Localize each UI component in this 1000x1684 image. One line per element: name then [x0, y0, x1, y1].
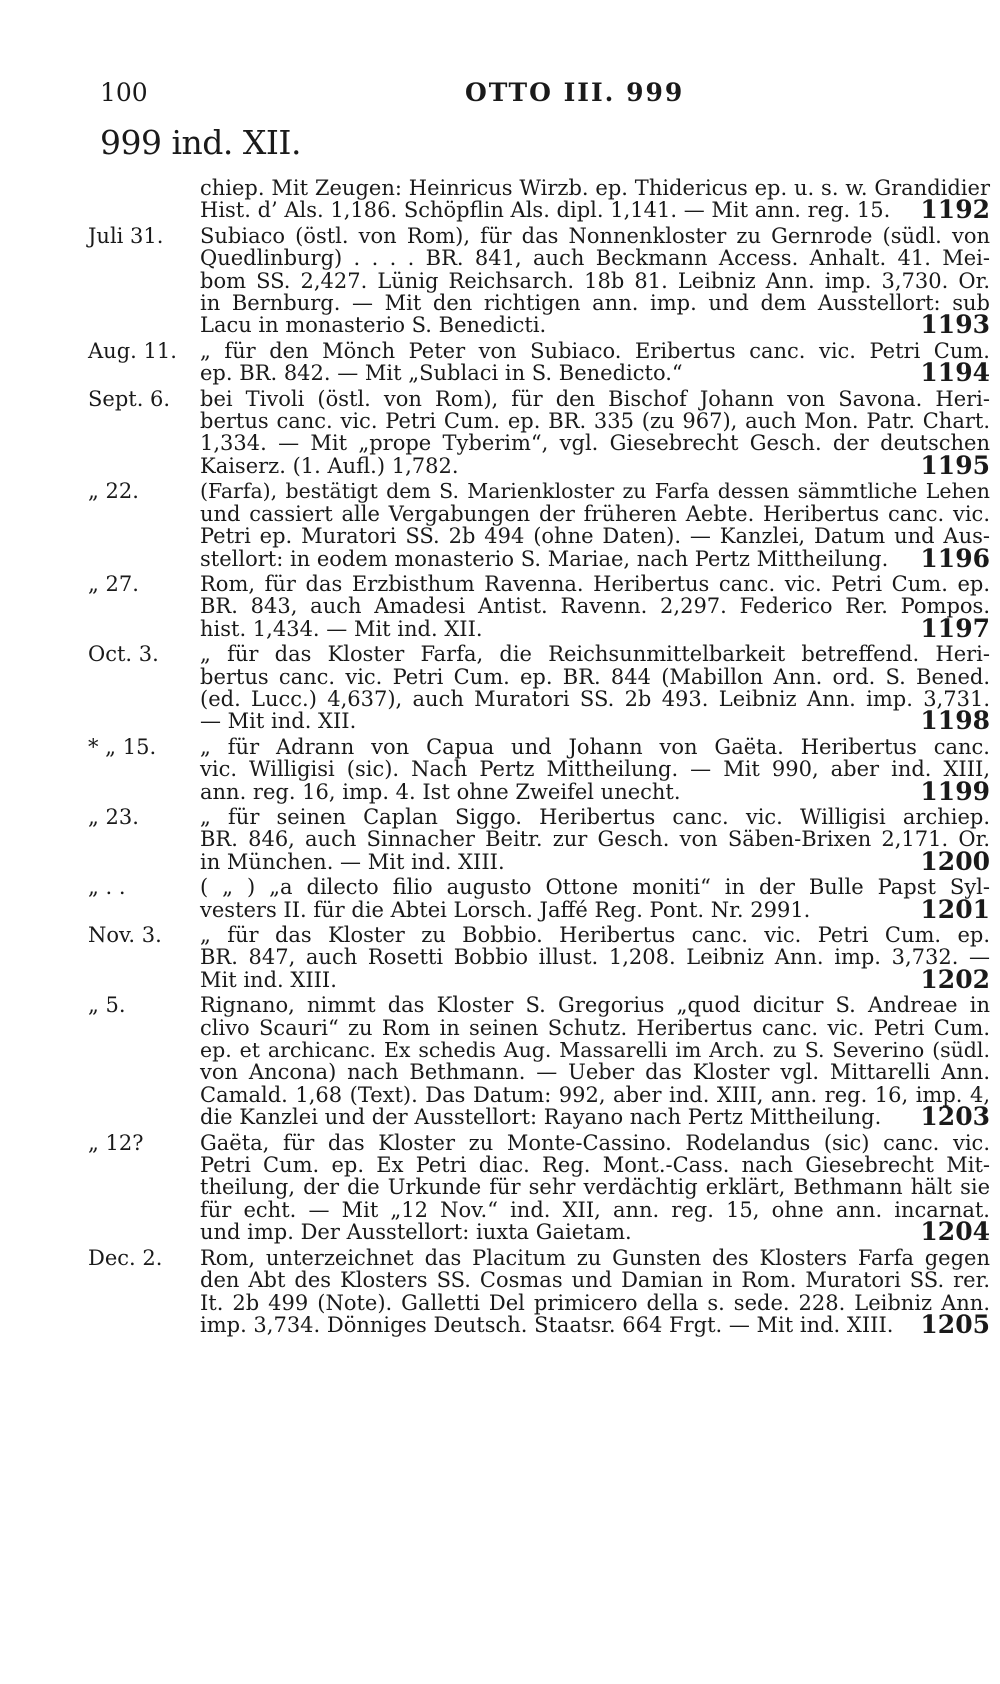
entry-line	[200, 736, 990, 758]
entry-line	[200, 846, 990, 876]
entry-line-text: „ für das Kloster Farfa, die Reichsunmittelbarkeit betreffend. Heri-	[200, 642, 990, 667]
entry-date: Dec. 2.	[88, 1245, 163, 1270]
entry-line-text: ep. BR. 842. — Mit „Sublaci in S. Benedicto.“	[200, 361, 683, 386]
running-title: OTTO III. 999	[465, 78, 685, 107]
entry-date: „ 5.	[88, 993, 126, 1018]
entry	[88, 223, 990, 340]
entry-line	[200, 573, 990, 595]
entry-line-text: BR. 847, auch Rosetti Bobbio illust. 1,208. Leibniz Ann. imp. 3,732. —	[200, 945, 990, 970]
entry	[88, 479, 990, 573]
entry-text	[200, 804, 990, 876]
entry-line-text: vic. Willigisi (sic). Nach Pertz Mittheilung. — Mit 990, aber ind. XIII,	[200, 757, 990, 782]
entry-line	[200, 666, 990, 688]
entry-date: „ 12?	[88, 1130, 144, 1155]
entry	[88, 642, 990, 736]
entry-line-text: 1,334. — Mit „prope Tyberim“, vgl. Giesebrecht Gesch. der deutschen	[200, 431, 990, 456]
entry-line	[200, 358, 990, 388]
entry-line-text: ( „ ) „a dilecto filio augusto Ottone moniti“ in der Bulle Papst Syl-	[200, 875, 990, 900]
entry-line	[200, 964, 990, 994]
entry-date: Sept. 6.	[88, 386, 171, 411]
entry-line	[200, 247, 990, 269]
entry-date: Aug. 11.	[88, 338, 177, 363]
entry-number: 1193	[920, 310, 990, 340]
entry-line	[200, 1247, 990, 1269]
entry-text	[200, 338, 990, 388]
entry-line-text: bertus canc. vic. Petri Cum. ep. BR. 844 (Mabillon Ann. ord. S. Bened.	[200, 664, 990, 689]
entry-text	[200, 388, 990, 478]
entry-line	[200, 270, 990, 292]
entry-text	[200, 1130, 990, 1247]
entry-line-text: (ed. Lucc.) 4,637), auch Muratori SS. 2b 493. Leibniz Ann. imp. 3,731.	[200, 686, 990, 711]
entry-number: 1194	[920, 358, 990, 388]
entry-text	[200, 176, 990, 225]
entry-line-text: BR. 843, auch Amadesi Antist. Ravenn. 2,297. Federico Rer. Pompos.	[200, 594, 990, 619]
entry-line	[200, 643, 990, 665]
entry-text	[200, 875, 990, 924]
entry-line	[200, 480, 990, 502]
entry-line	[200, 994, 990, 1016]
entry-number: 1195	[920, 450, 990, 480]
entry-line	[200, 1199, 990, 1221]
entry-line	[200, 876, 990, 898]
entry-text	[200, 223, 990, 340]
entry-line-text: ann. reg. 16, imp. 4. Ist ohne Zweifel unecht.	[200, 779, 681, 804]
entry-line	[200, 595, 990, 617]
entry-line-text: (Farfa), bestätigt dem S. Marienkloster zu Farfa dessen sämmtliche Lehen	[200, 479, 990, 504]
entry-line-text: Rignano, nimmt das Kloster S. Gregorius „quod dicitur S. Andreae in	[200, 993, 990, 1018]
entry-text	[200, 734, 990, 806]
entry-line-text: — Mit ind. XII.	[200, 709, 357, 734]
entry-line-text: bertus canc. vic. Petri Cum. ep. BR. 335 (zu 967), auch Mon. Patr. Chart.	[200, 409, 990, 434]
entry-line	[200, 1039, 990, 1061]
entry-line	[200, 1154, 990, 1176]
entry-number: 1197	[920, 613, 990, 643]
entry-line-text: bom SS. 2,427. Lünig Reichsarch. 18b 81. Leibniz Ann. imp. 3,730. Or.	[200, 268, 990, 293]
entry-line-text: imp. 3,734. Dönniges Deutsch. Staatsr. 664 Frgt. — Mit ind. XIII.	[200, 1312, 894, 1337]
entry-line-text: Rom, für das Erzbisthum Ravenna. Heribertus canc. vic. Petri Cum. ep.	[200, 571, 990, 596]
entry-line	[200, 706, 990, 736]
page-number: 100	[100, 78, 148, 107]
entry-line	[200, 388, 990, 410]
entry	[88, 804, 990, 876]
entry-line-text: und cassiert alle Vergabungen der früheren Aebte. Heribertus canc. vic.	[200, 501, 990, 526]
entry	[88, 571, 990, 643]
entry-date: „ 22.	[88, 479, 139, 504]
entry-line-text: Subiaco (östl. von Rom), für das Nonnenkloster zu Gernrode (südl. von	[200, 223, 990, 248]
entry-date: Juli 31.	[88, 223, 164, 248]
entry-line-text: „ für Adrann von Capua und Johann von Gaëta. Heribertus canc.	[200, 734, 990, 759]
entry-number: 1192	[920, 195, 990, 225]
entry-line-text: clivo Scauri“ zu Rom in seinen Schutz. Heribertus canc. vic. Petri Cum.	[200, 1015, 990, 1040]
entry-line	[200, 410, 990, 432]
entry-date: Nov. 3.	[88, 923, 162, 947]
entry-line	[200, 828, 990, 850]
entry	[88, 338, 990, 388]
entry-line-text: in München. — Mit ind. XIII.	[200, 849, 505, 874]
entry-line	[200, 776, 990, 806]
entry-line	[200, 688, 990, 710]
entry-line-text: Hist. d’ Als. 1,186. Schöpflin Als. dipl. 1,141. — Mit ann. reg. 15.	[200, 198, 891, 223]
entry-line-text: Petri Cum. ep. Ex Petri diac. Reg. Mont.-Cass. nach Giesebrecht Mit-	[200, 1153, 990, 1178]
entry-line-text: und imp. Der Ausstellort: iuxta Gaietam.	[200, 1220, 632, 1245]
entry-line-text: hist. 1,434. — Mit ind. XII.	[200, 616, 483, 641]
entry-line	[200, 1176, 990, 1198]
entry	[88, 875, 990, 924]
entry-line-text: chiep. Mit Zeugen: Heinricus Wirzb. ep. Thidericus ep. u. s. w. Grandidier	[200, 176, 990, 200]
entry-line-text: Petri ep. Muratori SS. 2b 494 (ohne Daten). — Kanzlei, Datum und Aus-	[200, 524, 990, 549]
entry-line-text: Gaëta, für das Kloster zu Monte-Cassino. Rodelandus (sic) canc. vic.	[200, 1130, 990, 1155]
entry-line	[200, 450, 990, 480]
entry-line-text: „ für den Mönch Peter von Subiaco. Eribertus canc. vic. Petri Cum.	[200, 338, 990, 363]
entry-line-text: Kaiserz. (1. Aufl.) 1,782.	[200, 453, 459, 478]
entry-line	[200, 503, 990, 525]
entry-line	[200, 340, 990, 362]
entry	[88, 993, 990, 1132]
entry-text	[200, 923, 990, 994]
entry-line	[200, 1102, 990, 1132]
entry-line	[200, 543, 990, 573]
entry-text	[200, 479, 990, 573]
entry-line	[200, 225, 990, 247]
entry-line	[200, 1084, 990, 1106]
entry-line	[200, 758, 990, 780]
entry-line-text: Rom, unterzeichnet das Placitum zu Gunsten des Klosters Farfa gegen	[200, 1245, 990, 1270]
entry	[88, 1247, 990, 1337]
entry-line	[200, 1132, 990, 1154]
entry-number: 1203	[920, 1102, 990, 1132]
entry-line	[200, 525, 990, 547]
entry-line	[200, 1217, 990, 1247]
entry	[88, 1130, 990, 1247]
entry-number: 1196	[920, 543, 990, 573]
entry-number: 1199	[920, 776, 990, 806]
entry-line-text: It. 2b 499 (Note). Galletti Del primicero della s. sede. 228. Leibniz Ann.	[200, 1290, 990, 1315]
entry-date: „ 23.	[88, 804, 139, 829]
entry-line	[200, 310, 990, 340]
entry-line-text: BR. 846, auch Sinnacher Beitr. zur Gesch. von Säben-Brixen 2,171. Or.	[200, 827, 990, 852]
entry-line-text: ep. et archicanc. Ex schedis Aug. Massarelli im Arch. zu S. Severino (südl.	[200, 1038, 990, 1063]
entry-number: 1205	[920, 1309, 990, 1339]
entry-number: 1200	[920, 846, 990, 876]
entry-line-text: vesters II. für die Abtei Lorsch. Jaffé Reg. Pont. Nr. 2991.	[200, 897, 811, 922]
entry-text	[200, 642, 990, 736]
entry-line	[200, 613, 990, 643]
entry-line-text: von Ancona) nach Bethmann. — Ueber das Kloster vgl. Mittarelli Ann.	[200, 1060, 990, 1085]
page-header	[100, 78, 940, 112]
entry-line-text: „ für das Kloster zu Bobbio. Heribertus canc. vic. Petri Cum. ep.	[200, 923, 990, 947]
regesta-entries	[88, 177, 990, 1339]
entry-line	[200, 1309, 990, 1339]
entry	[88, 923, 990, 994]
entry-line	[200, 195, 990, 225]
entry-line	[200, 292, 990, 314]
entry-date: * „ 15.	[88, 734, 157, 759]
entry-line	[200, 806, 990, 828]
entry-number: 1202	[920, 964, 990, 994]
entry	[88, 388, 990, 478]
entry-date: „ 27.	[88, 571, 139, 596]
entry-line	[200, 1017, 990, 1039]
year-label: 999 ind. XII.	[100, 123, 301, 162]
entry-line-text: theilung, der die Urkunde für sehr verdächtig erklärt, Bethmann hält sie	[200, 1175, 990, 1200]
entry-line-text: bei Tivoli (östl. von Rom), für den Bischof Johann von Savona. Heri-	[200, 386, 990, 411]
entry-line-text: Lacu in monasterio S. Benedicti.	[200, 313, 547, 338]
entry-line	[200, 946, 990, 968]
entry-number: 1201	[920, 894, 990, 924]
entry-line-text: den Abt des Klosters SS. Cosmas und Damian in Rom. Muratori SS. rer.	[200, 1268, 990, 1293]
entry-number: 1204	[920, 1217, 990, 1247]
entry-line	[200, 1269, 990, 1291]
entry-line-text: Camald. 1,68 (Text). Das Datum: 992, aber ind. XIII, ann. reg. 16, imp. 4,	[200, 1082, 990, 1107]
entry-line-text: Quedlinburg) . . . . BR. 841, auch Beckmann Access. Anhalt. 41. Mei-	[200, 246, 990, 271]
entry	[88, 176, 990, 225]
entry-line	[200, 432, 990, 454]
entry-line-text: die Kanzlei und der Ausstellort: Rayano nach Pertz Mittheilung.	[200, 1105, 882, 1130]
entry-line-text: für echt. — Mit „12 Nov.“ ind. XII, ann. reg. 15, ohne ann. incarnat.	[200, 1197, 990, 1222]
entry-line-text: „ für seinen Caplan Siggo. Heribertus canc. vic. Willigisi archiep.	[200, 804, 990, 829]
entry-line	[200, 894, 990, 924]
entry-line-text: in Bernburg. — Mit den richtigen ann. imp. und dem Ausstellort: sub	[200, 291, 990, 316]
entry-line	[200, 177, 990, 199]
entry	[88, 734, 990, 806]
entry-line-text: stellort: in eodem monasterio S. Mariae, nach Pertz Mittheilung.	[200, 546, 889, 571]
entry-text	[200, 571, 990, 643]
entry-date: „ . .	[88, 875, 126, 900]
entry-line	[200, 1061, 990, 1083]
entry-number: 1198	[920, 706, 990, 736]
entry-date: Oct. 3.	[88, 642, 159, 667]
entry-text	[200, 993, 990, 1132]
entry-line-text: Mit ind. XIII.	[200, 967, 337, 992]
entry-line	[200, 924, 990, 946]
entry-line	[200, 1292, 990, 1314]
entry-text	[200, 1247, 990, 1337]
